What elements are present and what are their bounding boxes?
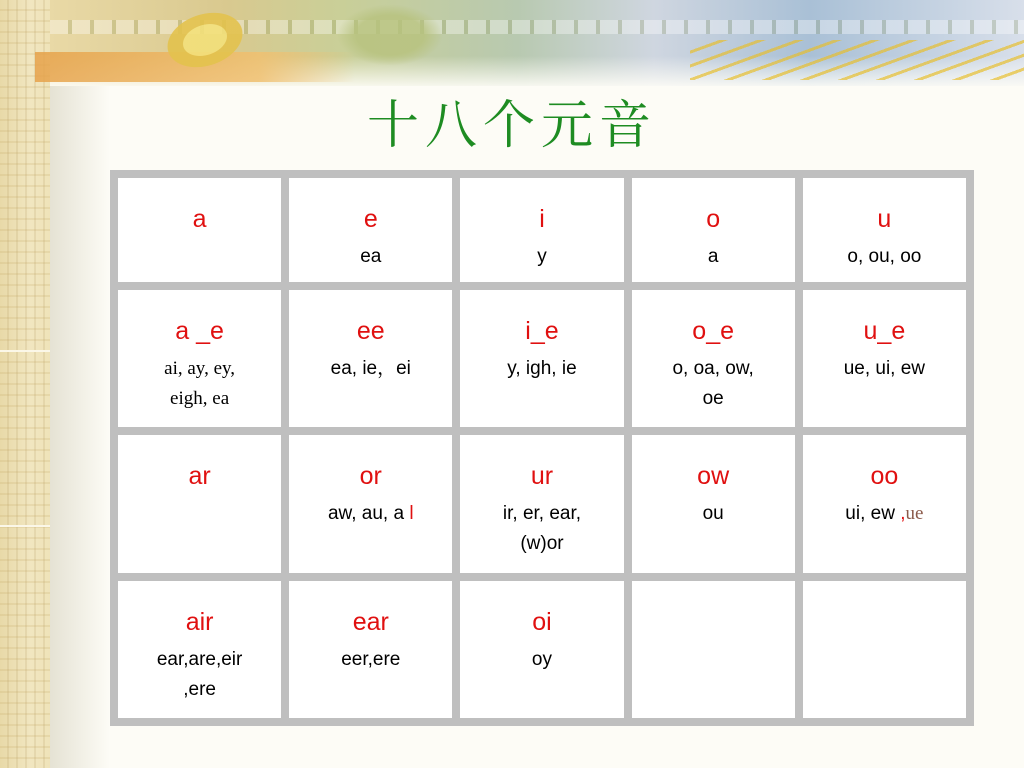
spellings-line: ir, er, ear, xyxy=(502,503,582,525)
vowel-spellings: ea, ie，ei xyxy=(330,358,411,380)
spellings-line: ai, ay, ey, xyxy=(164,358,236,380)
vowel-spellings: a xyxy=(707,246,719,267)
table-row xyxy=(118,178,966,282)
spellings-line: eigh, ea xyxy=(170,388,230,410)
vowel-spellings: ue, ui, ew xyxy=(843,358,926,380)
vowel-label: ow xyxy=(697,462,730,491)
spellings-text: aw, au, a xyxy=(327,503,405,525)
vowel-label: o_e xyxy=(692,317,735,346)
table-row xyxy=(118,435,966,572)
vowel-spellings xyxy=(632,354,795,414)
leaf-decoration xyxy=(330,0,450,70)
strip-seam xyxy=(0,525,50,527)
vowel-table xyxy=(110,170,974,726)
vowel-label: i_e xyxy=(525,317,559,346)
vowel-cell xyxy=(289,290,452,427)
vowel-label: oi xyxy=(532,607,552,636)
wheat-grass-decoration xyxy=(690,40,1024,80)
vowel-cell xyxy=(803,290,966,427)
vowel-cell-empty xyxy=(632,581,795,718)
vowel-label: ur xyxy=(530,462,554,491)
vowel-cell xyxy=(460,435,623,572)
spellings-suffix: ue xyxy=(905,503,924,525)
spellings-line: (w)or xyxy=(520,533,564,555)
page-title: 十八个元音 xyxy=(366,96,657,156)
vowel-spellings: y, igh, ie xyxy=(507,358,577,380)
vowel-cell xyxy=(460,290,623,427)
strip-seam xyxy=(0,350,50,352)
table-row xyxy=(118,290,966,427)
vowel-cell xyxy=(118,435,281,572)
vowel-cell xyxy=(118,581,281,718)
spellings-suffix: l xyxy=(409,503,414,525)
vowel-cell xyxy=(803,178,966,282)
vowel-label: u_e xyxy=(863,317,906,346)
vowel-spellings xyxy=(460,499,623,559)
spellings-line: oe xyxy=(702,388,724,410)
vowel-spellings: o, ou, oo xyxy=(847,246,922,267)
spellings-line: o, oa, ow, xyxy=(672,358,754,380)
vowel-spellings xyxy=(803,499,966,529)
vowel-cell xyxy=(632,178,795,282)
vowel-cell xyxy=(803,435,966,572)
vowel-spellings: eer,ere xyxy=(341,648,401,670)
table-row xyxy=(118,581,966,718)
spellings-text: ui, ew xyxy=(845,503,901,525)
vowel-cell xyxy=(118,178,281,282)
vowel-spellings xyxy=(118,645,281,705)
vowel-spellings: oy xyxy=(531,648,552,670)
vowel-spellings xyxy=(118,354,281,414)
vowel-cell xyxy=(289,178,452,282)
vowel-cell xyxy=(632,435,795,572)
vowel-cell xyxy=(289,581,452,718)
vowel-label: e xyxy=(363,205,378,233)
spellings-comma: , xyxy=(900,503,906,525)
vowel-cell xyxy=(632,290,795,427)
vowel-label: i xyxy=(539,205,545,233)
vowel-cell xyxy=(289,435,452,572)
spellings-line: ear,are,eir xyxy=(156,648,243,670)
vowel-label: u xyxy=(877,205,892,233)
vowel-label: or xyxy=(359,462,382,491)
vowel-table-frame xyxy=(110,170,974,726)
vowel-spellings: y xyxy=(537,246,547,267)
vowel-label: oo xyxy=(870,462,899,491)
vowel-spellings: ea xyxy=(360,246,382,267)
vowel-label: a xyxy=(192,205,207,233)
vowel-cell xyxy=(118,290,281,427)
vowel-label: a _e xyxy=(175,317,224,346)
vowel-label: ar xyxy=(188,462,211,491)
vowel-label: air xyxy=(185,607,214,636)
vowel-cell xyxy=(460,581,623,718)
vowel-label: ee xyxy=(356,317,385,346)
vowel-label: ear xyxy=(352,607,389,636)
vowel-spellings: ou xyxy=(702,503,724,525)
vowel-spellings xyxy=(289,499,452,529)
spellings-line: ,ere xyxy=(183,678,216,700)
vowel-cell xyxy=(460,178,623,282)
vowel-cell-empty xyxy=(803,581,966,718)
vowel-label: o xyxy=(706,205,721,233)
